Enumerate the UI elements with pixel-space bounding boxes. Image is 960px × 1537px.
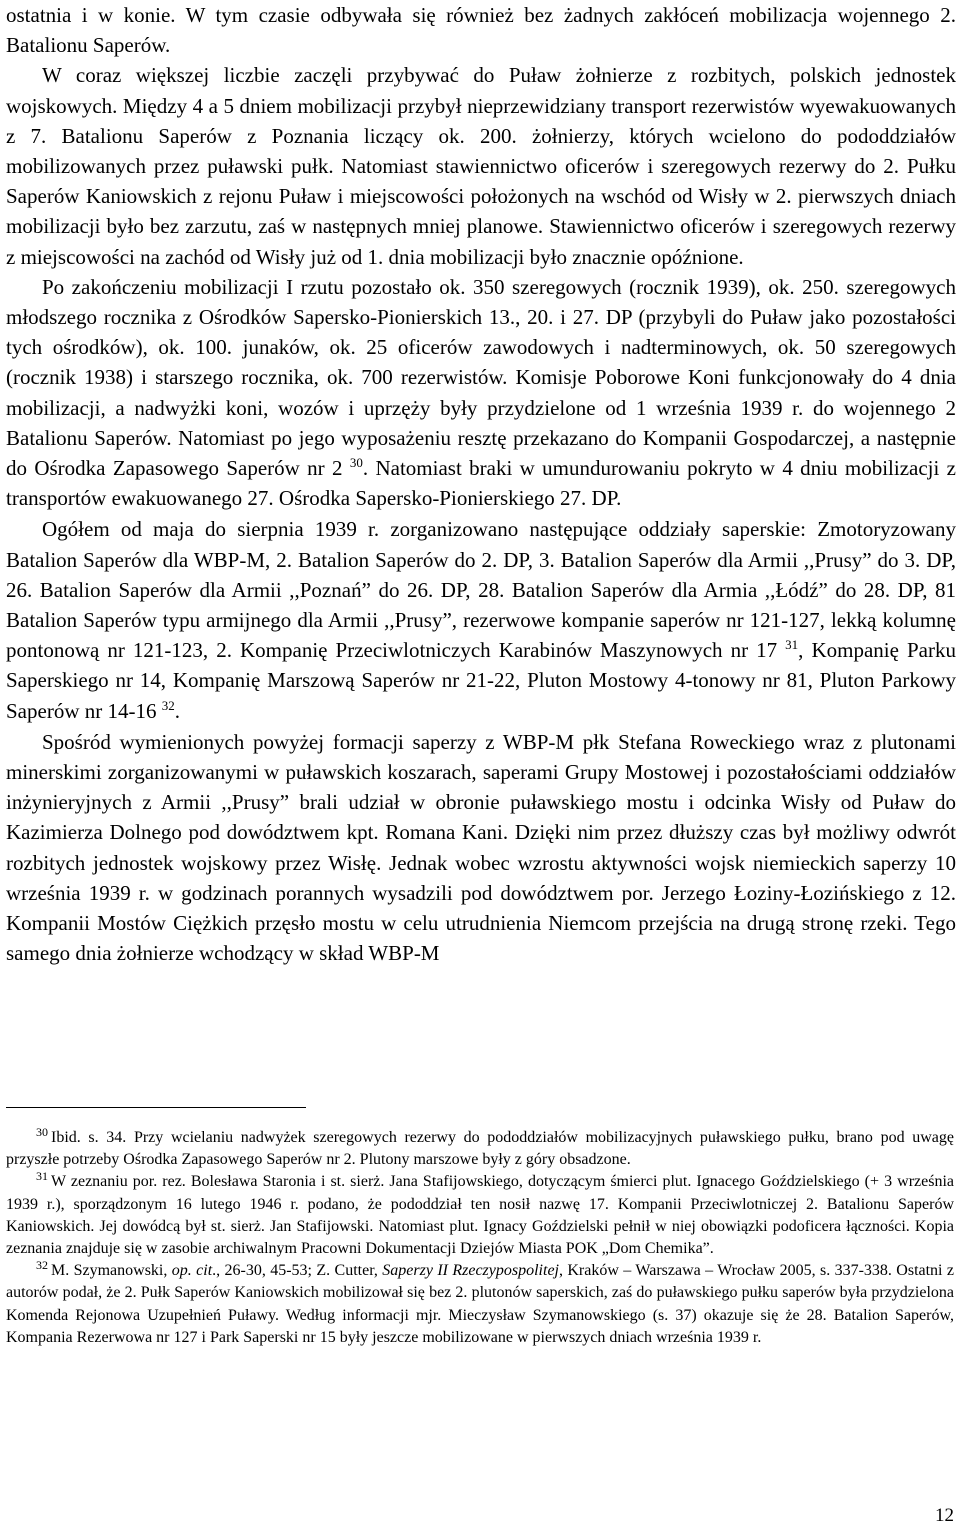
footnote-31 (6, 1171, 954, 1260)
paragraph-bridge-defense: Spośród wymienionych powyżej formacji saperzy z WBP-M płk Stefana Roweckiego wraz z plutonami minerskimi zorganizowanymi w puławskich koszarach, saperami Grupy Mostowej i pozostałościami oddziałów inżynieryjnych z Armii ,,Prusy” brali udział w obronie puławskiego mostu i odcinka Wisły od Puław do Kazimierza Dolnego pod dowództwem kpt. Romana Kani. Dzięki nim przez dłuższy czas był możliwy odwrót rozbitych jednostek wojskowy przez Wisłę. Jednak wobec wzrostu aktywności wojsk niemieckich saperzy 10 września 1939 r. w godzinach porannych wysadzili pod dowództwem por. Jerzego Łoziny-Łozińskiego z 12. Kompanii Mostów Ciężkich przęsło mostu w celu utrudnienia Niemcom przejścia na drugą stronę rzeki. Tego samego dnia żołnierze wchodzący w skład WBP-M (6, 729, 956, 966)
paragraph-units-organized (6, 514, 956, 725)
footnote-text: ., 26-30, 45-53; Z. Cutter, (212, 1262, 383, 1280)
footnotes (6, 1127, 954, 1349)
paragraph-text: . (174, 698, 180, 723)
paragraph-mobilization-arrivals: W coraz większej liczbie zaczęli przybywać do Puław żołnierze z rozbitych, polskich jednostek wojskowych. Między 4 a 5 dniem mobilizacji przybył nieprzewidziany transport rezerwistów wyewakuowanych z 7. Batalionu Saperów z Poznania liczący ok. 200. żołnierzy, których wcielono do pododdziałów mobilizowanych przez puławski pułk. Natomiast stawiennictwo oficerów i szeregowych rezerwy do 2. Pułku Saperów Kaniowskich z rejonu Puław i miejscowości położonych na wschód od Wisły w 2. pierwszych dniach mobilizacji było bez zarzutu, zaś w następnych mniej planowe. Stawiennictwo oficerów i szeregowych rezerwy z miejscowości na zachód od Wisły już od 1. dnia mobilizacji było znacznie opóźnione. (6, 63, 956, 269)
footnote-ref-30[interactable]: 30 (349, 455, 363, 471)
paragraph-text: Ogółem od maja do sierpnia 1939 r. zorganizowano następujące oddziały saperskie: Zmotoryzowany Batalion Saperów dla WBP-M, 2. Batalion Saperów do 2. DP, 3. Batalion Saperów dla Armii ,,Prusy” do 3. DP, 26. Batalion Saperów dla Armii ,,Poznań” do 26. DP, 28. Batalion Saperów dla Armia ,,Łódź” do 28. DP, 81 Batalion Saperów typu armijnego dla Armii ,,Prusy”, rezerwowe kompanie saperów nr 121-127, lekką kolumnę pontonową nr 121-123, 2. Kompanię Przeciwlotniczych Karabinów Maszynowych nr 17 (6, 517, 956, 663)
footnote-number: 32 (36, 1258, 48, 1273)
footnote-30 (6, 1127, 954, 1171)
footnote-text: M. Szymanowski, (51, 1262, 172, 1280)
footnote-book-title: Saperzy II Rzeczypospolitej (382, 1262, 559, 1280)
footnote-ref-32[interactable]: 32 (161, 697, 175, 713)
footnote-text: Ibid. s. 34. Przy wcielaniu nadwyżek szeregowych rezerwy do pododdziałów mobilizacyjnych puławskiego pułku, brano pod uwagę przyszłe potrzeby Ośrodka Zapasowego Saperów nr 2. Plutony marszowe były z góry obsadzone. (6, 1129, 954, 1169)
paragraph-text: . Natomiast braki w umundurowaniu pokryto w 4 dniu mobilizacji z transportów ewakuowanego 27. Ośrodka Sapersko-Pionierskiego 27. DP. (6, 456, 956, 511)
document-page (6, 0, 956, 969)
footnote-32 (6, 1260, 954, 1349)
page-number: 12 (935, 1505, 954, 1526)
footnote-text: , Kraków – Warszawa – Wrocław 2005, s. 337-338. Ostatni z autorów podał, że 2. Pułk Saperów Kaniowskich mobilizował się bez 2. plutonów saperskich, zaś do puławskiego pułku saperów była przydzielona Komenda Rejonowa Uzupełnień Puławy. Według informacji mjr. Mieczysław Szymanowskiego (s. 37) okazuje się że 28. Batalion Saperów, Kompania Rezerwowa nr 127 i Park Saperski nr 15 były jeszcze mobilizowane w pierwszych dniach września 1939 r. (6, 1262, 954, 1346)
body-text (6, 0, 956, 969)
footnote-separator (6, 1107, 306, 1108)
footnote-number: 30 (36, 1125, 48, 1139)
paragraph-text: Po zakończeniu mobilizacji I rzutu pozostało ok. 350 szeregowych (rocznik 1939), ok. 250. szeregowych młodszego rocznika z Ośrodków Sapersko-Pionierskich 13., 20. i 27. DP (przybyli do Puław jako pozostałości tych ośrodków), ok. 100. junaków, ok. 25 oficerów zawodowych i nadterminowych, ok. 50 szeregowych (rocznik 1938) i starszego rocznika, ok. 700 rezerwistów. Komisje Poborowe Koni funkcjonowały do 4 dnia mobilizacji, a nadwyżki koni, wozów i uprzęży były przydzielone od 1 września 1939 r. do wojennego 2 Batalionu Saperów. Natomiast po jego wyposażeniu resztę przekazano do Kompanii Gospodarczej, a następnie do Ośrodka Zapasowego Saperów nr 2 (6, 274, 956, 481)
paragraph-continuation: ostatnia i w konie. W tym czasie odbywała się również bez żadnych zakłóceń mobilizacja wojennego 2. Batalionu Saperów. (6, 3, 956, 58)
footnote-number: 31 (36, 1169, 48, 1184)
footnote-text: W zeznaniu por. rez. Bolesława Staronia i st. sierż. Jana Stafijowskiego, dotyczącym śmierci plut. Ignacego Goździelskiego (+ 3 września 1939 r.), sporządzonym 16 lutego 1946 r. podano, że pododdział ten nosił nazwę 17. Kompanii Przeciwlotniczej 2. Batalionu Saperów Kaniowskich. Jej dowódcą był st. sierż. Jan Stafijowski. Natomiast plut. Ignacy Goździelski pełnił w niej obowiązki podoficera łączności. Kopia zeznania znajduje się w zasobie archiwalnym Pracowni Dokumentacji Dziejów Miasta POK „Dom Chemika”. (6, 1173, 954, 1258)
footnote-italic: op. cit (171, 1262, 213, 1280)
paragraph-text: , Kompanię Parku Saperskiego nr 14, Kompanię Marszową Saperów nr 21-22, Pluton Mostowy 4-tonowy nr 81, Pluton Parkowy Saperów nr 14-16 (6, 638, 956, 723)
footnote-ref-31[interactable]: 31 (785, 637, 799, 653)
paragraph-mobilization-summary (6, 272, 956, 514)
